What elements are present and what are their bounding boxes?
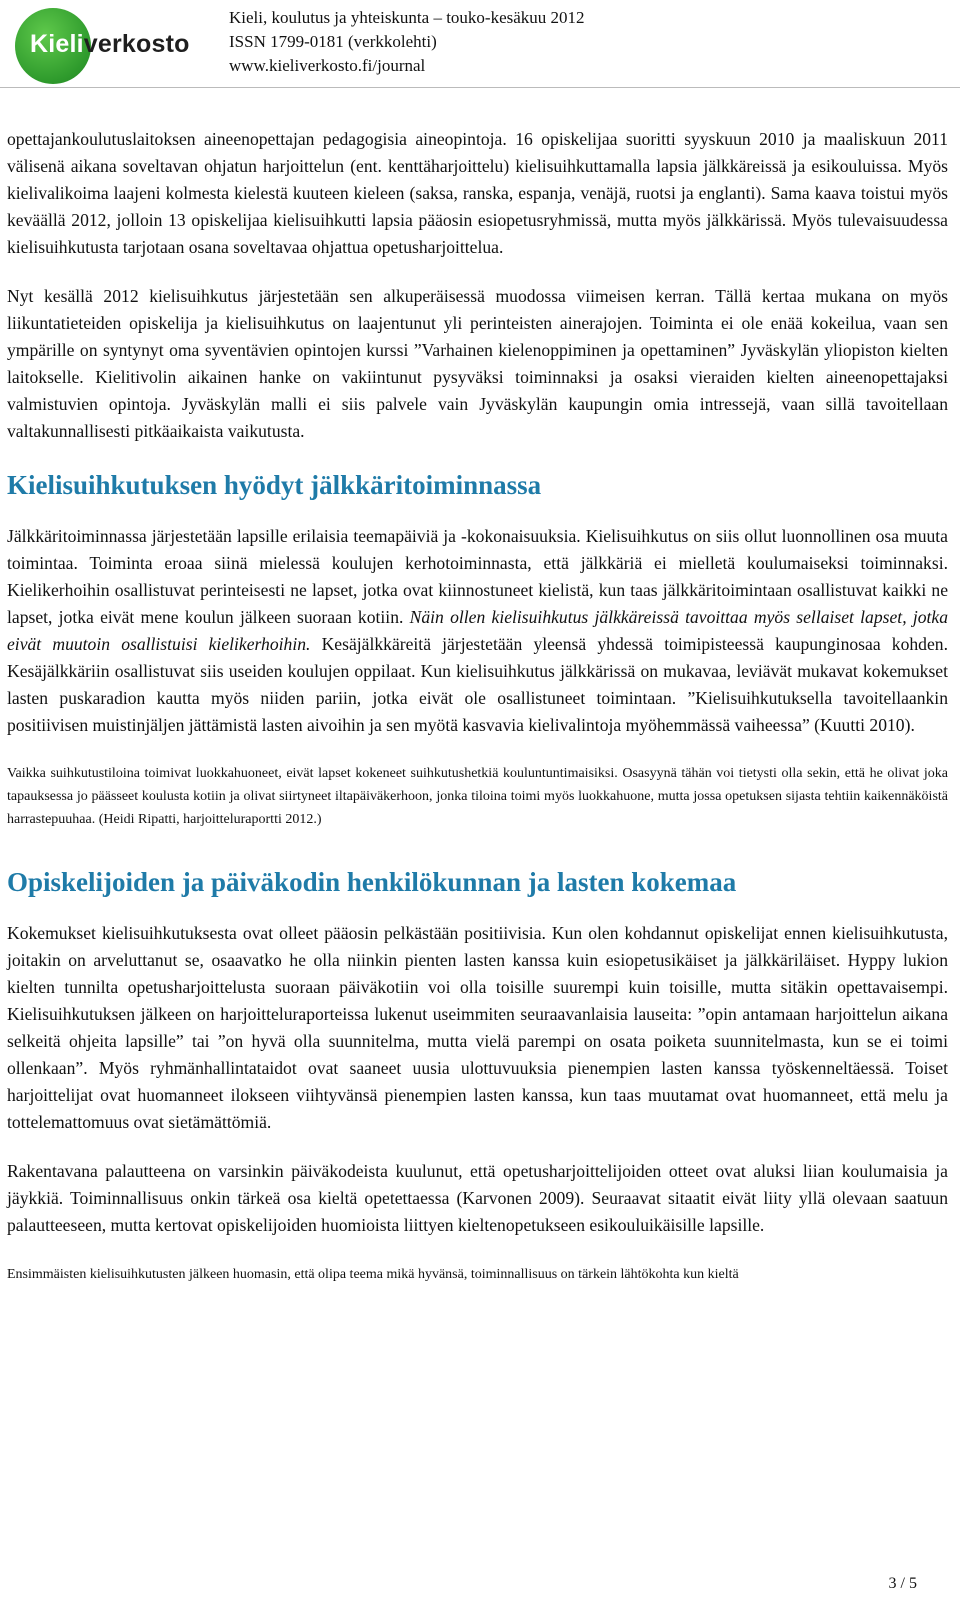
paragraph-2: Nyt kesällä 2012 kielisuihkutus järjestetään sen alkuperäisessä muodossa viimeisen kerran. Tällä kertaa mukana on myös liikuntatieteiden opiskelija ja kielisuihkutus on laajentunut yli perinteisten ainerajojen. Toiminta ei ole enää kokeilua, vaan sen ympärille on syntynyt oma syventävien opintojen kurssi ”Varhainen kielenoppiminen ja opettaminen” Jyväskylän yliopiston kielten laitokselle. Kielitivolin aikainen hanke on vakiintunut pysyväksi toiminnaksi ja osaksi vieraiden kielten aineenopettajaksi valmistuvien opintoja. Jyväskylän malli ei siis palvele vain Jyväskylän kaupungin omia intressejä, vaan sillä tavoitellaan valtakunnallisesti pitkäaikaista vaikutusta. bbox=[7, 286, 948, 441]
journal-title: Kieli, koulutus ja yhteiskunta – touko-kesäkuu 2012 bbox=[229, 8, 585, 27]
paragraph-4: Kokemukset kielisuihkutuksesta ovat olleet pääosin pelkästään positiivisia. Kun olen kohdannut opiskelijat ennen kielisuihkutusta, joitakin on arveluttanut se, osaavatko he olla niinkin pienten lasten kanssa kuin esiopetusikäiset ja jälkkäriläiset. Hyppy lukion kielten tunnilta opetusharjoittelusta suoraan päiväkotiin voi olla toisille suurempi kuin toisille, mutta sitäkin opettavaisempi. Kielisuihkutuksen jälkeen on harjoitteluraporteissa lukenut useimmiten seuraavanlaisia lauseita: ”opin antamaan harjoittelun aikana selkeitä ohjeita lapsille” tai ”on hyvä olla suunnitelma, mutta vielä parempi on osata poiketa suunnitelmasta, kun se ei toimi ollenkaan”. Myös ryhmänhallintataidot ovat saaneet uusia ulottuvuuksia pienempien lasten kanssa työskenneltäessä. Toiset harjoittelijat ovat huomanneet ilokseen viihtyvänsä pienempien lasten kanssa, kun taas muutamat ovat huomanneet, että melu ja tottelemattomuus ovat sietämättömiä. bbox=[7, 923, 948, 1132]
paragraph-1: opettajankoulutuslaitoksen aineenopettajan pedagogisia aineopintoja. 16 opiskelijaa suoritti syyskuun 2010 ja maaliskuun 2011 välisenä aikana soveltavan ohjatun harjoittelun (ent. kenttäharjoittelu) kielisuihkuttamalla lapsia jälkkäreissä ja esikouluissa. Myös kielivalikoima laajeni kolmesta kielestä kuuteen kieleen (saksa, ranska, espanja, venäjä, ruotsi ja englanti). Sama kaava toistui myös keväällä 2012, jolloin 13 opiskelijaa kielisuihkutti lapsia pääosin esiopetusryhmissä, mutta myös jälkkärissä. Myös tulevaisuudessa kielisuihkutusta tarjotaan osana soveltavaa ohjattua opetusharjoittelua. bbox=[7, 129, 948, 257]
page-header bbox=[0, 0, 960, 88]
logo-text-part1: Kieli bbox=[30, 30, 84, 58]
paragraph-3-emphasis: Näin ollen kielisuihkutus jälkkäreissä tavoittaa myös sellaiset lapset, jotka eivät muutoin osallistuisi kielikerhoihin. bbox=[7, 607, 949, 654]
section-heading-1: Kielisuihkutuksen hyödyt jälkkäritoiminnassa bbox=[7, 470, 542, 500]
block-quote-2: Ensimmäisten kielisuihkutusten jälkeen huomasin, että olipa teema mikä hyvänsä, toiminnallisuus on tärkein lähtökohta kun kieltä bbox=[7, 1267, 739, 1282]
page-number: 3 / 5 bbox=[888, 1575, 917, 1592]
paragraph-3-part-a: Jälkkäritoiminnassa järjestetään lapsille erilaisia teemapäiviä ja -kokonaisuuksia. Kielisuihkutus on siis ollut luonnollinen osa muuta toimintaa. Toiminta eroaa siinä mielessä koulujen kerhotoiminnasta, että jälkkäriä ei mielletä koulumaiseksi toiminnaksi. Kielikerhoihin osallistuvat perinteisesti ne lapset, jotka ovat kiinnostuneet kielistä, kun taas jälkkäritoimintaan osallistuvat kaikki ne lapset, jotka eivät mene koulun jälkeen suoraan kotiin. bbox=[7, 526, 948, 627]
kieliverkosto-logo[interactable] bbox=[15, 8, 190, 84]
block-quote-1: Vaikka suihkutustiloina toimivat luokkahuoneet, eivät lapset kokeneet suihkutushetkiä kouluntuntimaisiksi. Osasyynä tähän voi tietysti olla sekin, että he olivat joka tapauksessa jo päässeet koulusta kotiin ja olivat siirtyneet iltapäiväkerhoon, jonka tiloina toimi myös luokkahuone, mutta jossa opetuksen sijasta tehtiin kaikennäköistä harrastepuuhaa. (Heidi Ripatti, harjoitteluraportti 2012.) bbox=[7, 766, 948, 827]
journal-info bbox=[229, 6, 585, 78]
section-heading-2: Opiskelijoiden ja päiväkodin henkilökunnan ja lasten kokemaa bbox=[7, 867, 737, 897]
paragraph-3 bbox=[7, 523, 948, 739]
article-body bbox=[7, 126, 948, 1286]
logo-text-part2: verkosto bbox=[83, 30, 190, 58]
paragraph-5: Rakentavana palautteena on varsinkin päiväkodeista kuulunut, että opetusharjoittelijoiden otteet ovat aluksi liian koulumaisia ja jäykkiä. Toiminnallisuus onkin tärkeä osa kieltä opetettaessa (Karvonen 2009). Seuraavat sitaatit eivät liity yllä olevaan saatuun palautteeseen, mutta kertovat opiskelijoiden huomioista liittyen kieltenopetukseen esikouluikäisille lapsille. bbox=[7, 1161, 948, 1235]
journal-url[interactable]: www.kieliverkosto.fi/journal bbox=[229, 56, 426, 75]
logo-wordmark bbox=[30, 30, 190, 59]
header-divider bbox=[0, 87, 960, 88]
paragraph-3-part-b: Kesäjälkkäreitä järjestetään yleensä yhdessä toimipisteessä kaupunginosaa kohden. Kesäjälkkäriin osallistuvat siis useiden koulujen oppilaat. Kun kielisuihkutus jälkkärissä on mukavaa, leviävät mukavat kokemukset lasten puskaradion kautta myös niiden pariin, jotka eivät ole osallistuneet toimintaan. ”Kielisuihkutuksella tavoitellaankin positiivisen muistinjäljen jättämistä lasten aivoihin ja sen myötä kasvavia kielivalintoja myöhemmässä vaiheessa” (Kuutti 2010). bbox=[7, 634, 948, 735]
journal-issn: ISSN 1799-0181 (verkkolehti) bbox=[229, 32, 437, 51]
